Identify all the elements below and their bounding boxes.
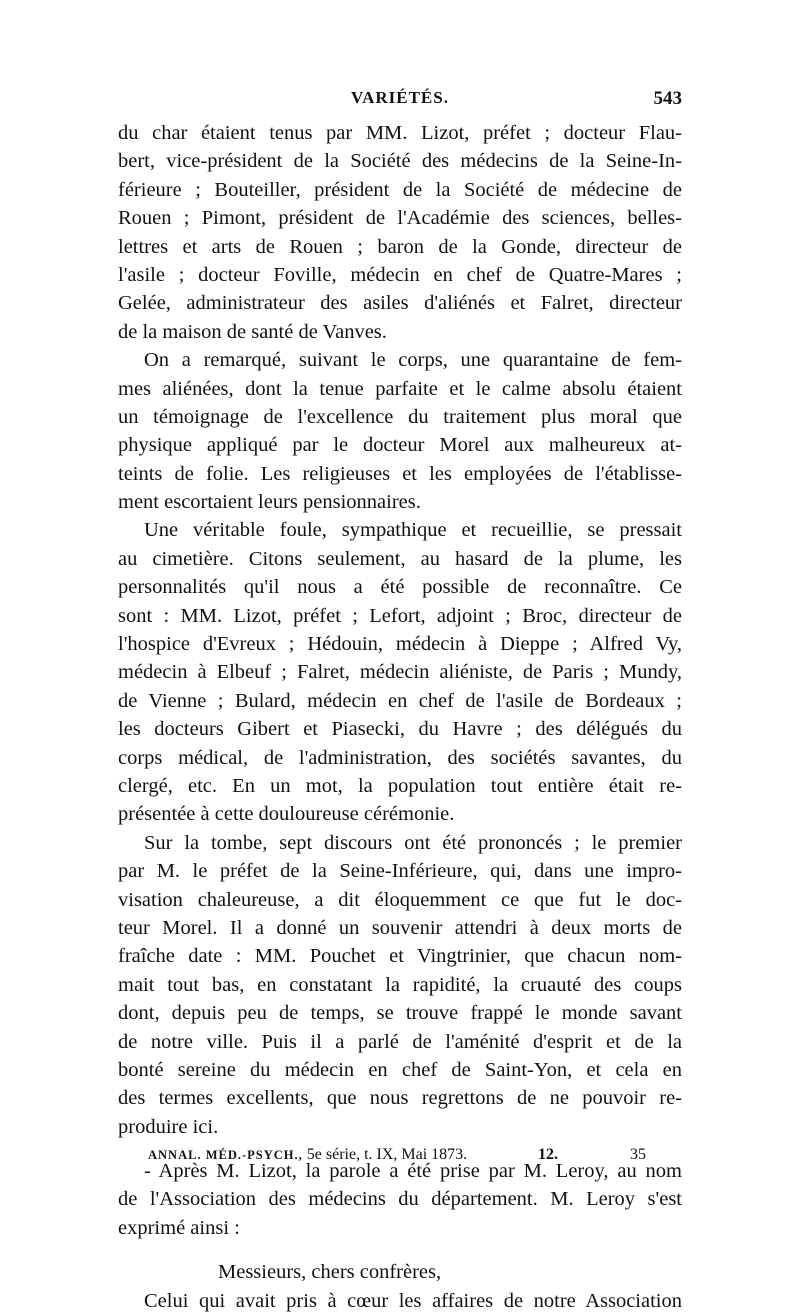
series-info: 5e série, t. IX, Mai 1873. <box>306 1146 468 1163</box>
footer-citation <box>148 1146 467 1164</box>
text-line: de notre ville. Puis il a parlé de l'aménité d'esprit et de la <box>118 1030 682 1053</box>
page-footer <box>148 1146 668 1170</box>
text-line: mait tout bas, en constatant la rapidité, la cruauté des coups <box>118 973 682 996</box>
text-line: On a remarqué, suivant le corps, une quarantaine de fem- <box>144 349 682 372</box>
text-line: férieure ; Bouteiller, président de la Société de médecine de <box>118 178 682 201</box>
text-line: présentée à cette douloureuse cérémonie. <box>118 803 455 826</box>
text-line: de la maison de santé de Vanves. <box>118 320 387 343</box>
speech-salutation: Messieurs, chers confrères, <box>218 1261 442 1284</box>
text-line: exprimé ainsi : <box>118 1216 240 1239</box>
text-line: du char étaient tenus par MM. Lizot, préfet ; docteur Flau- <box>118 122 682 144</box>
running-header <box>118 88 682 114</box>
text-line: Une véritable foule, sympathique et recueillie, se pressait <box>144 519 682 542</box>
text-line: - Après M. Lizot, la parole a été prise par M. Leroy, au nom <box>144 1160 682 1183</box>
text-line: des termes excellents, que nous regrettons de ne pouvoir re- <box>118 1087 682 1110</box>
paragraph-gap <box>118 1242 682 1258</box>
text-line: Sur la tombe, sept discours ont été prononcés ; le premier <box>144 831 682 854</box>
text-line: les docteurs Gibert et Piasecki, du Havre ; des délégués du <box>118 718 682 741</box>
text-line: de Vienne ; Bulard, médecin en chef de l'asile de Bordeaux ; <box>118 689 682 712</box>
text-line: de l'Association des médecins du département. M. Leroy s'est <box>118 1188 682 1211</box>
text-line: teints de folie. Les religieuses et les employées de l'établisse- <box>118 462 682 485</box>
text-line: dont, depuis peu de temps, se trouve frappé le monde savant <box>118 1002 682 1025</box>
text-line: médecin à Elbeuf ; Falret, médecin aliéniste, de Paris ; Mundy, <box>118 661 682 684</box>
text-line: produire ici. <box>118 1115 219 1138</box>
signature-mark: 12. <box>538 1146 558 1163</box>
text-line: visation chaleureuse, a dit éloquemment ce que fut le doc- <box>118 888 682 911</box>
page-reference: 35 <box>630 1146 646 1163</box>
section-title: VARIÉTÉS. <box>351 88 449 107</box>
text-line: Gelée, administrateur des asiles d'aliénés et Falret, directeur <box>118 292 682 315</box>
text-line: fraîche date : MM. Pouchet et Vingtrinier, que chacun nom- <box>118 945 682 968</box>
journal-abbrev: ANNAL. MÉD.-PSYCH., <box>148 1148 303 1162</box>
text-line: teur Morel. Il a donné un souvenir attendri à deux morts de <box>118 916 682 939</box>
text-line: bert, vice-président de la Société des médecins de la Seine-In- <box>118 150 682 173</box>
text-line: un témoignage de l'excellence du traitement plus moral que <box>118 405 682 428</box>
text-line: sont : MM. Lizot, préfet ; Lefort, adjoint ; Broc, directeur de <box>118 604 682 627</box>
text-line: lettres et arts de Rouen ; baron de la Gonde, directeur de <box>118 235 682 258</box>
text-line: clergé, etc. En un mot, la population tout entière était re- <box>118 774 682 797</box>
page-number: 543 <box>653 88 682 109</box>
text-line: l'hospice d'Evreux ; Hédouin, médecin à Dieppe ; Alfred Vy, <box>118 633 682 656</box>
text-line: corps médical, de l'administration, des sociétés savantes, du <box>118 746 682 769</box>
text-line: au cimetière. Citons seulement, au hasard de la plume, les <box>118 547 682 570</box>
text-line: personnalités qu'il nous a été possible de reconnaître. Ce <box>118 576 682 599</box>
text-line: physique appliqué par le docteur Morel aux malheureux at- <box>118 434 682 457</box>
text-line: l'asile ; docteur Foville, médecin en chef de Quatre-Mares ; <box>118 263 682 286</box>
text-line: mes aliénées, dont la tenue parfaite et le calme absolu étaient <box>118 377 682 400</box>
text-line: Celui qui avait pris à cœur les affaires de notre Association <box>144 1289 682 1312</box>
text-line: bonté sereine du médecin en chef de Saint-Yon, et cela en <box>118 1058 682 1081</box>
text-line: par M. le préfet de la Seine-Inférieure, qui, dans une impro- <box>118 860 682 883</box>
text-line: ment escortaient leurs pensionnaires. <box>118 491 421 514</box>
body-text <box>118 119 682 1315</box>
text-line: Rouen ; Pimont, président de l'Académie des sciences, belles- <box>118 207 682 230</box>
